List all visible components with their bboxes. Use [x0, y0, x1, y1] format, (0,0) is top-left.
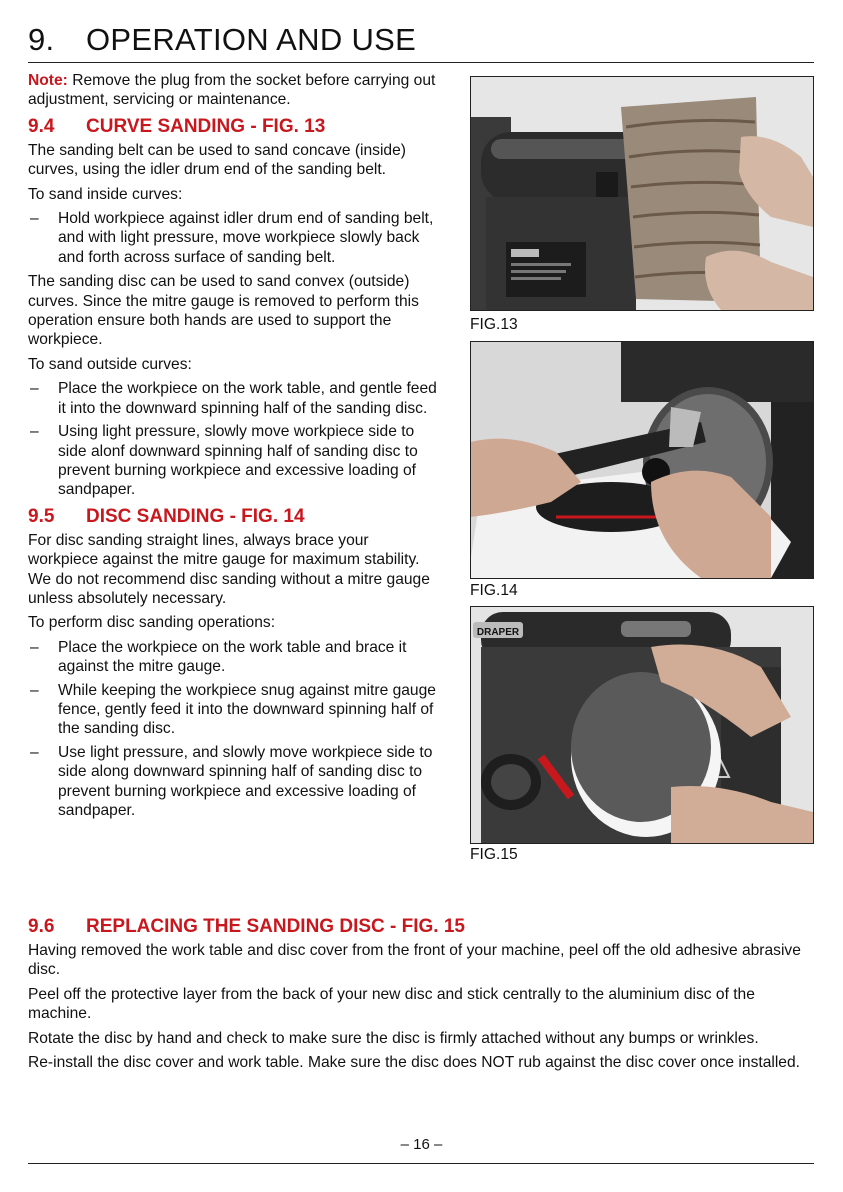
list-item-text: Place the workpiece on the work table and brace it against the mitre gauge.: [58, 638, 407, 676]
figure-13-illustration: [471, 77, 813, 310]
list-item: [28, 422, 440, 500]
list-item-text: Place the workpiece on the work table, and gentle feed it into the downward spinning half of the sanding disc.: [58, 380, 437, 417]
header-rule: [28, 62, 814, 63]
list-item-text: Use light pressure, and slowly move workpiece side to side along downward spinning half of sanding disc to prevent burning workpiece and excessive loading of sandpaper.: [58, 743, 433, 819]
bullet-list: [28, 638, 440, 821]
heading-text: CURVE SANDING - FIG. 13: [86, 115, 326, 137]
heading-number: 9.4: [28, 115, 55, 137]
paragraph: The sanding belt can be used to sand concave (inside) curves, using the idler drum end of the sanding belt.: [28, 141, 406, 179]
figure-14-illustration: [471, 342, 813, 578]
paragraph: To sand inside curves:: [28, 185, 183, 203]
paragraph: Having removed the work table and disc cover from the front of your machine, peel off the old adhesive abrasive disc.: [28, 942, 801, 979]
heading-disc-sanding: [28, 505, 440, 529]
list-item-text: Using light pressure, slowly move workpiece side to side alonf downward spinning half of sanding disc to prevent burning workpiece and excessive loading of sandpaper.: [58, 423, 418, 499]
figure-15-photo: [470, 606, 814, 844]
heading-number: 9.6: [28, 916, 55, 937]
figure-13-photo: [470, 76, 814, 311]
page-number: – 16 –: [400, 1136, 443, 1153]
note-text: Remove the plug from the socket before carrying out adjustment, servicing or maintenance.: [28, 72, 436, 109]
list-item: [28, 209, 440, 267]
dash-mark: –: [30, 638, 39, 656]
note: [28, 71, 440, 110]
heading-replacing-disc: [28, 915, 818, 939]
list-item-text: While keeping the workpiece snug against mitre gauge fence, gently feed it into the downward spinning half of the sanding disc.: [58, 681, 436, 738]
figure-15-caption: FIG.15: [470, 846, 518, 863]
heading-number: 9.5: [28, 505, 55, 527]
list-item: [28, 638, 440, 677]
list-item-text: Hold workpiece against idler drum end of sanding belt, and with light pressure, move workpiece slowly back and forth across surface of sanding belt.: [58, 210, 434, 266]
section-number: 9.: [28, 22, 55, 57]
heading-text: DISC SANDING - FIG. 14: [86, 505, 305, 527]
section-title: OPERATION AND USE: [86, 22, 417, 57]
heading-text: REPLACING THE SANDING DISC - FIG. 15: [86, 916, 465, 937]
paragraph: Re-install the disc cover and work table. Make sure the disc does NOT rub against the disc cover once installed.: [28, 1054, 800, 1072]
paragraph: For disc sanding straight lines, always brace your workpiece against the mitre gauge for maximum stability. We do not recommend disc sanding without a mitre gauge unless absolutely necessary.: [28, 531, 430, 607]
footer-rule: [28, 1163, 814, 1164]
list-item: [28, 681, 440, 739]
full-width-section: [28, 912, 818, 1077]
figure-14-photo: [470, 341, 814, 579]
dash-mark: –: [30, 380, 39, 398]
figure-13-caption: FIG.13: [470, 316, 518, 333]
paragraph: Rotate the disc by hand and check to make sure the disc is firmly attached without any bumps or wrinkles.: [28, 1029, 759, 1047]
bullet-list: [28, 209, 440, 267]
list-item: [28, 379, 440, 418]
dash-mark: –: [30, 743, 39, 761]
list-item: [28, 743, 440, 821]
figure-14-caption: FIG.14: [470, 582, 518, 599]
brand-label: DRAPER: [476, 627, 520, 638]
paragraph: Peel off the protective layer from the back of your new disc and stick centrally to the aluminium disc of the machine.: [28, 985, 755, 1023]
dash-mark: –: [30, 423, 39, 441]
heading-curve-sanding: [28, 115, 440, 139]
dash-mark: –: [30, 681, 39, 699]
paragraph: To sand outside curves:: [28, 355, 192, 373]
bullet-list: [28, 379, 440, 499]
paragraph: The sanding disc can be used to sand convex (outside) curves. Since the mitre gauge is removed to perform this operation ensure both hands are used to support the workpiece.: [28, 273, 419, 349]
dash-mark: –: [30, 210, 39, 228]
note-label: Note:: [28, 72, 68, 89]
figure-15-illustration: [471, 607, 813, 843]
paragraph: To perform disc sanding operations:: [28, 614, 276, 632]
left-column: [28, 71, 440, 825]
page-title: [28, 22, 416, 58]
